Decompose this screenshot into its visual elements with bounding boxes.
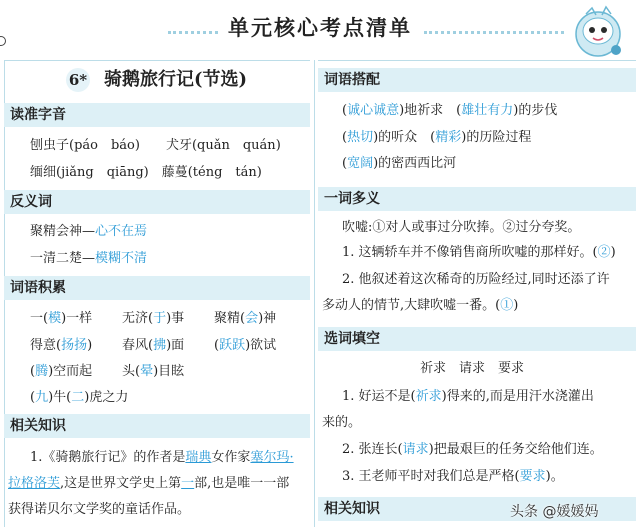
vocab-row-1: 一(模)一样 (30, 311, 93, 326)
left-column-rule (4, 60, 310, 61)
header-dots-left (168, 31, 218, 34)
fill-question-3: 3. 王老师平时对我们总是严格(要求)。 (342, 469, 564, 484)
antonym-item: 一清二楚—模糊不清 (30, 251, 148, 266)
vocab-row-2: 得意(扬扬) (30, 338, 93, 353)
polysemy-sentence-2-cont: 多动人的情节,大肆吹嘘一番。(①) (322, 298, 519, 313)
vocab-row-1b: 无济(于)事 (122, 311, 185, 326)
collocation-line-3: (宽阔)的密西西比河 (342, 156, 457, 171)
pinyin-row-1: 刨虫子(páo báo) 犬牙(quǎn quán) (30, 138, 281, 153)
fill-question-1-cont: 来的。 (322, 415, 362, 430)
page-title: 单元核心考点清单 (228, 16, 412, 40)
section-knowledge-heading: 相关知识 (4, 414, 310, 438)
knowledge-line-3: 获得诺贝尔文学奖的童话作品。 (8, 502, 191, 517)
fill-question-1: 1. 好运不是(祈求)得来的,而是用汗水浇灌出 (342, 389, 594, 404)
polysemy-definition: 吹嘘:①对人或事过分吹捧。②过分夸奖。 (342, 220, 581, 235)
lesson-number-badge: 6* (66, 68, 90, 92)
vocab-row-1c: 聚精(会)神 (214, 311, 277, 326)
vocab-row-3b: 头(晕)目眩 (122, 364, 185, 379)
vocab-row-2b: 春风(拂)面 (122, 338, 185, 353)
section-fill-heading: 选词填空 (318, 327, 636, 351)
polysemy-sentence-2: 2. 他叙述着这次稀奇的历险经过,同时还添了许 (342, 272, 610, 287)
binding-ring-icon (0, 36, 6, 46)
page-header (0, 0, 640, 60)
section-polysemy-heading: 一词多义 (318, 187, 636, 211)
pinyin-row-2: 缅细(jiǎng qiāng) 藤蔓(téng tán) (30, 165, 262, 180)
knowledge-line-2: 拉格洛芙,这是世界文学史上第一部,也是唯一一部 (8, 476, 290, 491)
fill-options: 祈求 请求 要求 (420, 361, 525, 376)
fill-question-2: 2. 张连长(请求)把最艰巨的任务交给他们连。 (342, 442, 603, 457)
collocation-line-2: (热切)的听众 (精彩)的历险过程 (342, 130, 532, 145)
right-column-rule (318, 60, 636, 61)
collocation-line-1: (诚心诚意)地祈求 (雄壮有力)的步伐 (342, 103, 558, 118)
section-vocab-heading: 词语积累 (4, 276, 310, 300)
vocab-row-2c: (跃跃)欲试 (214, 338, 277, 353)
section-knowledge2-heading: 相关知识 (318, 497, 636, 521)
section-pinyin-heading: 读准字音 (4, 103, 310, 127)
header-dots-right (424, 31, 564, 34)
section-antonym-heading: 反义词 (4, 190, 310, 214)
antonym-item: 聚精会神—心不在焉 (30, 224, 148, 239)
column-divider (314, 60, 315, 527)
cartoon-mascot-icon (572, 4, 624, 58)
vocab-row-3: (腾)空而起 (30, 364, 93, 379)
lesson-title: 骑鹅旅行记(节选) (104, 69, 248, 90)
knowledge-line-1: 1.《骑鹅旅行记》的作者是瑞典女作家塞尔玛· (30, 450, 294, 465)
vocab-row-4: (九)牛(二)虎之力 (30, 390, 129, 405)
polysemy-sentence-1: 1. 这辆轿车并不像销售商所吹嘘的那样好。(②) (342, 245, 616, 260)
section-collocation-heading: 词语搭配 (318, 68, 636, 92)
watermark: 头条 @媛媛妈 (510, 504, 599, 520)
